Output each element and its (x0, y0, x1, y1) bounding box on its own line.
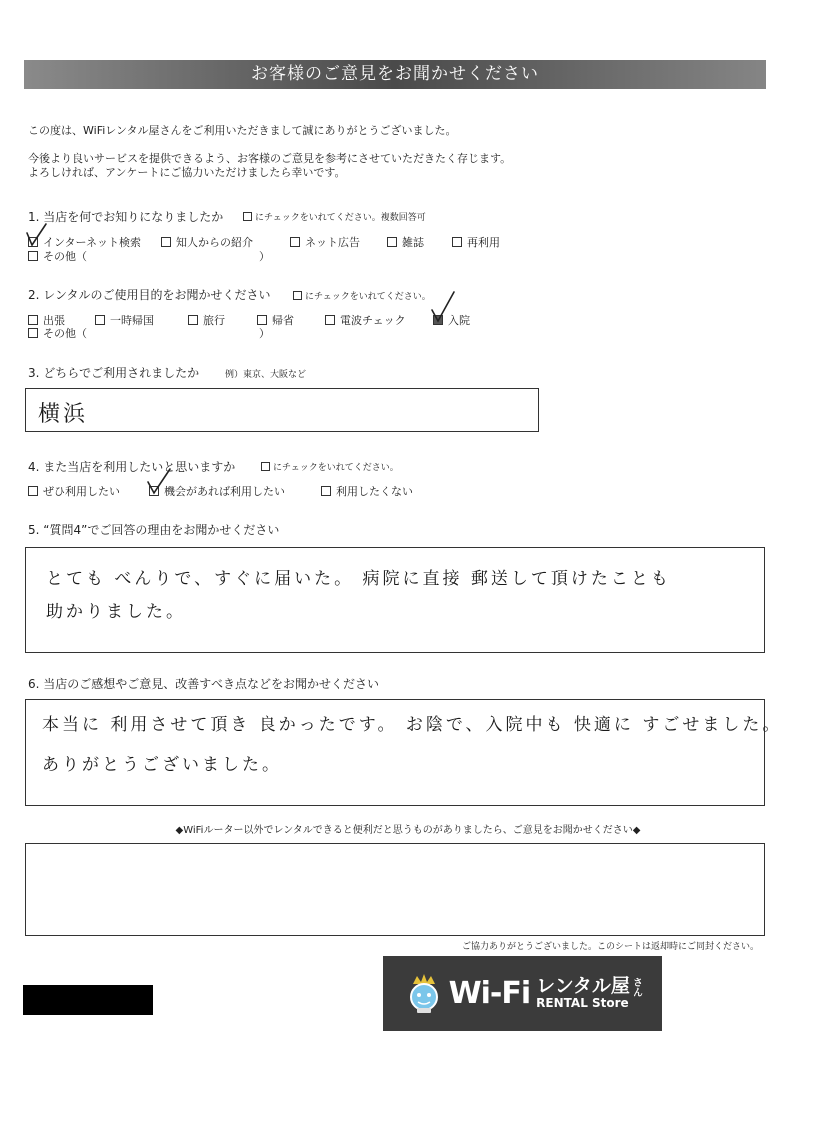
question-1-label: 1. 当店を何でお知りになりましたか (28, 210, 224, 224)
checkbox[interactable] (28, 328, 38, 338)
q2-option-signal-check[interactable] (325, 312, 406, 328)
q3-answer-text: 横浜 (38, 402, 89, 427)
q4-option-no[interactable] (321, 483, 413, 499)
checkbox[interactable] (28, 486, 38, 496)
intro-text-3: よろしければ、アンケートにご協力いただけましたら幸いです。 (28, 166, 346, 179)
option-label: ネット広告 (305, 236, 360, 249)
q4-option-definitely[interactable] (28, 483, 120, 499)
q1-other-close: ） (259, 250, 270, 263)
option-label: 知人からの紹介 (176, 236, 253, 249)
question-7-label: ◆WiFiルーター以外でレンタルできると便利だと思うものがありましたら、ご意見をお聞かせください◆ (175, 825, 641, 836)
brand-logo (383, 956, 662, 1031)
q5-answer-box[interactable] (25, 547, 765, 653)
checkbox-icon (293, 291, 302, 300)
q1-check-mark-icon (24, 221, 50, 247)
option-label: インターネット検索 (43, 236, 142, 249)
option-label: 再利用 (467, 236, 500, 249)
option-label: 一時帰国 (110, 314, 154, 327)
option-label: 帰省 (272, 314, 294, 327)
q4-check-mark-icon (144, 466, 174, 496)
option-label: 電波チェック (340, 314, 406, 327)
checkbox[interactable] (28, 315, 38, 325)
logo-en-text: RENTAL Store (536, 996, 629, 1011)
option-label: 旅行 (203, 314, 225, 327)
checkbox-icon (243, 212, 252, 221)
option-label: その他（ (43, 250, 87, 263)
logo-san-text: さん (630, 977, 642, 998)
q3-answer-box[interactable] (25, 388, 539, 432)
q5-answer-line-2: 助かりました。 (46, 602, 186, 622)
option-label: 機会があれば利用したい (164, 485, 285, 498)
option-label: ぜひ利用したい (43, 485, 120, 498)
checkbox[interactable] (95, 315, 105, 325)
q2-option-other[interactable] (28, 325, 87, 341)
intro-text-2: 今後より良いサービスを提供できるよう、お客様のご意見を参考にさせていただきたく存じます。 (28, 152, 512, 165)
q6-answer-line-1: 本当に 利用させて頂き 良かったです。 お陰で、入院中も 快適に すごせました。 (42, 715, 783, 735)
option-label: 出張 (43, 314, 65, 327)
q1-option-other[interactable] (28, 248, 87, 264)
option-label: 雑誌 (402, 236, 424, 249)
option-label: 入院 (448, 314, 470, 327)
checkbox[interactable] (188, 315, 198, 325)
q6-answer-line-2: ありがとうございました。 (42, 755, 282, 775)
question-4-note-text: にチェックをいれてください。 (273, 463, 399, 473)
checkbox[interactable] (290, 237, 300, 247)
checkbox-icon (261, 462, 270, 471)
q1-option-net-ad[interactable] (290, 234, 360, 250)
q2-option-travel[interactable] (188, 312, 225, 328)
checkbox[interactable] (325, 315, 335, 325)
logo-wifi-text: Wi-Fi (448, 976, 531, 1011)
logo-jp-text: レンタル屋 (536, 975, 630, 998)
footer-note: ご協力ありがとうございました。このシートは返却時にご同封ください。 (462, 942, 760, 952)
checkbox[interactable] (321, 486, 331, 496)
question-2-label: 2. レンタルのご使用目的をお聞かせください (28, 288, 271, 302)
page-title: お客様のご意見をお聞かせください (24, 60, 766, 89)
q1-option-referral[interactable] (161, 234, 253, 250)
option-label: 利用したくない (336, 485, 413, 498)
question-4-label: 4. また当店を利用したいと思いますか (28, 460, 236, 474)
question-5-label: 5. “質問4”でご回答の理由をお聞かせください (28, 523, 280, 537)
question-3-label: 3. どちらでご利用されましたか (28, 366, 200, 380)
option-label: その他（ (43, 327, 87, 340)
q6-answer-box[interactable] (25, 699, 783, 806)
question-1-note (243, 210, 426, 223)
question-4-note (261, 460, 399, 473)
redacted-block (23, 985, 153, 1015)
checkbox[interactable] (257, 315, 267, 325)
q2-option-return-home[interactable] (95, 312, 154, 328)
question-3-note: 例）東京、大阪など (225, 370, 307, 380)
checkbox[interactable] (387, 237, 397, 247)
q2-check-mark-icon (428, 290, 458, 324)
checkbox[interactable] (28, 251, 38, 261)
q2-other-close: ） (259, 327, 270, 340)
q1-option-magazine[interactable] (387, 234, 424, 250)
question-2-note-text: にチェックをいれてください。 (305, 292, 431, 302)
question-2-note (293, 289, 431, 302)
intro-text-1: この度は、WiFiレンタル屋さんをご利用いただきまして誠にありがとうございました。 (28, 124, 457, 137)
mascot-icon (405, 972, 443, 1016)
q1-option-reuse[interactable] (452, 234, 500, 250)
question-1-note-text: にチェックをいれてください。複数回答可 (255, 213, 426, 223)
checkbox[interactable] (452, 237, 462, 247)
checkbox[interactable] (161, 237, 171, 247)
question-6-label: 6. 当店のご感想やご意見、改善すべき点などをお聞かせください (28, 677, 380, 691)
q5-answer-line-1: とても べんりで、すぐに届いた。 病院に直接 郵送して頂けたことも (46, 569, 671, 589)
q7-answer-box[interactable] (25, 843, 765, 936)
